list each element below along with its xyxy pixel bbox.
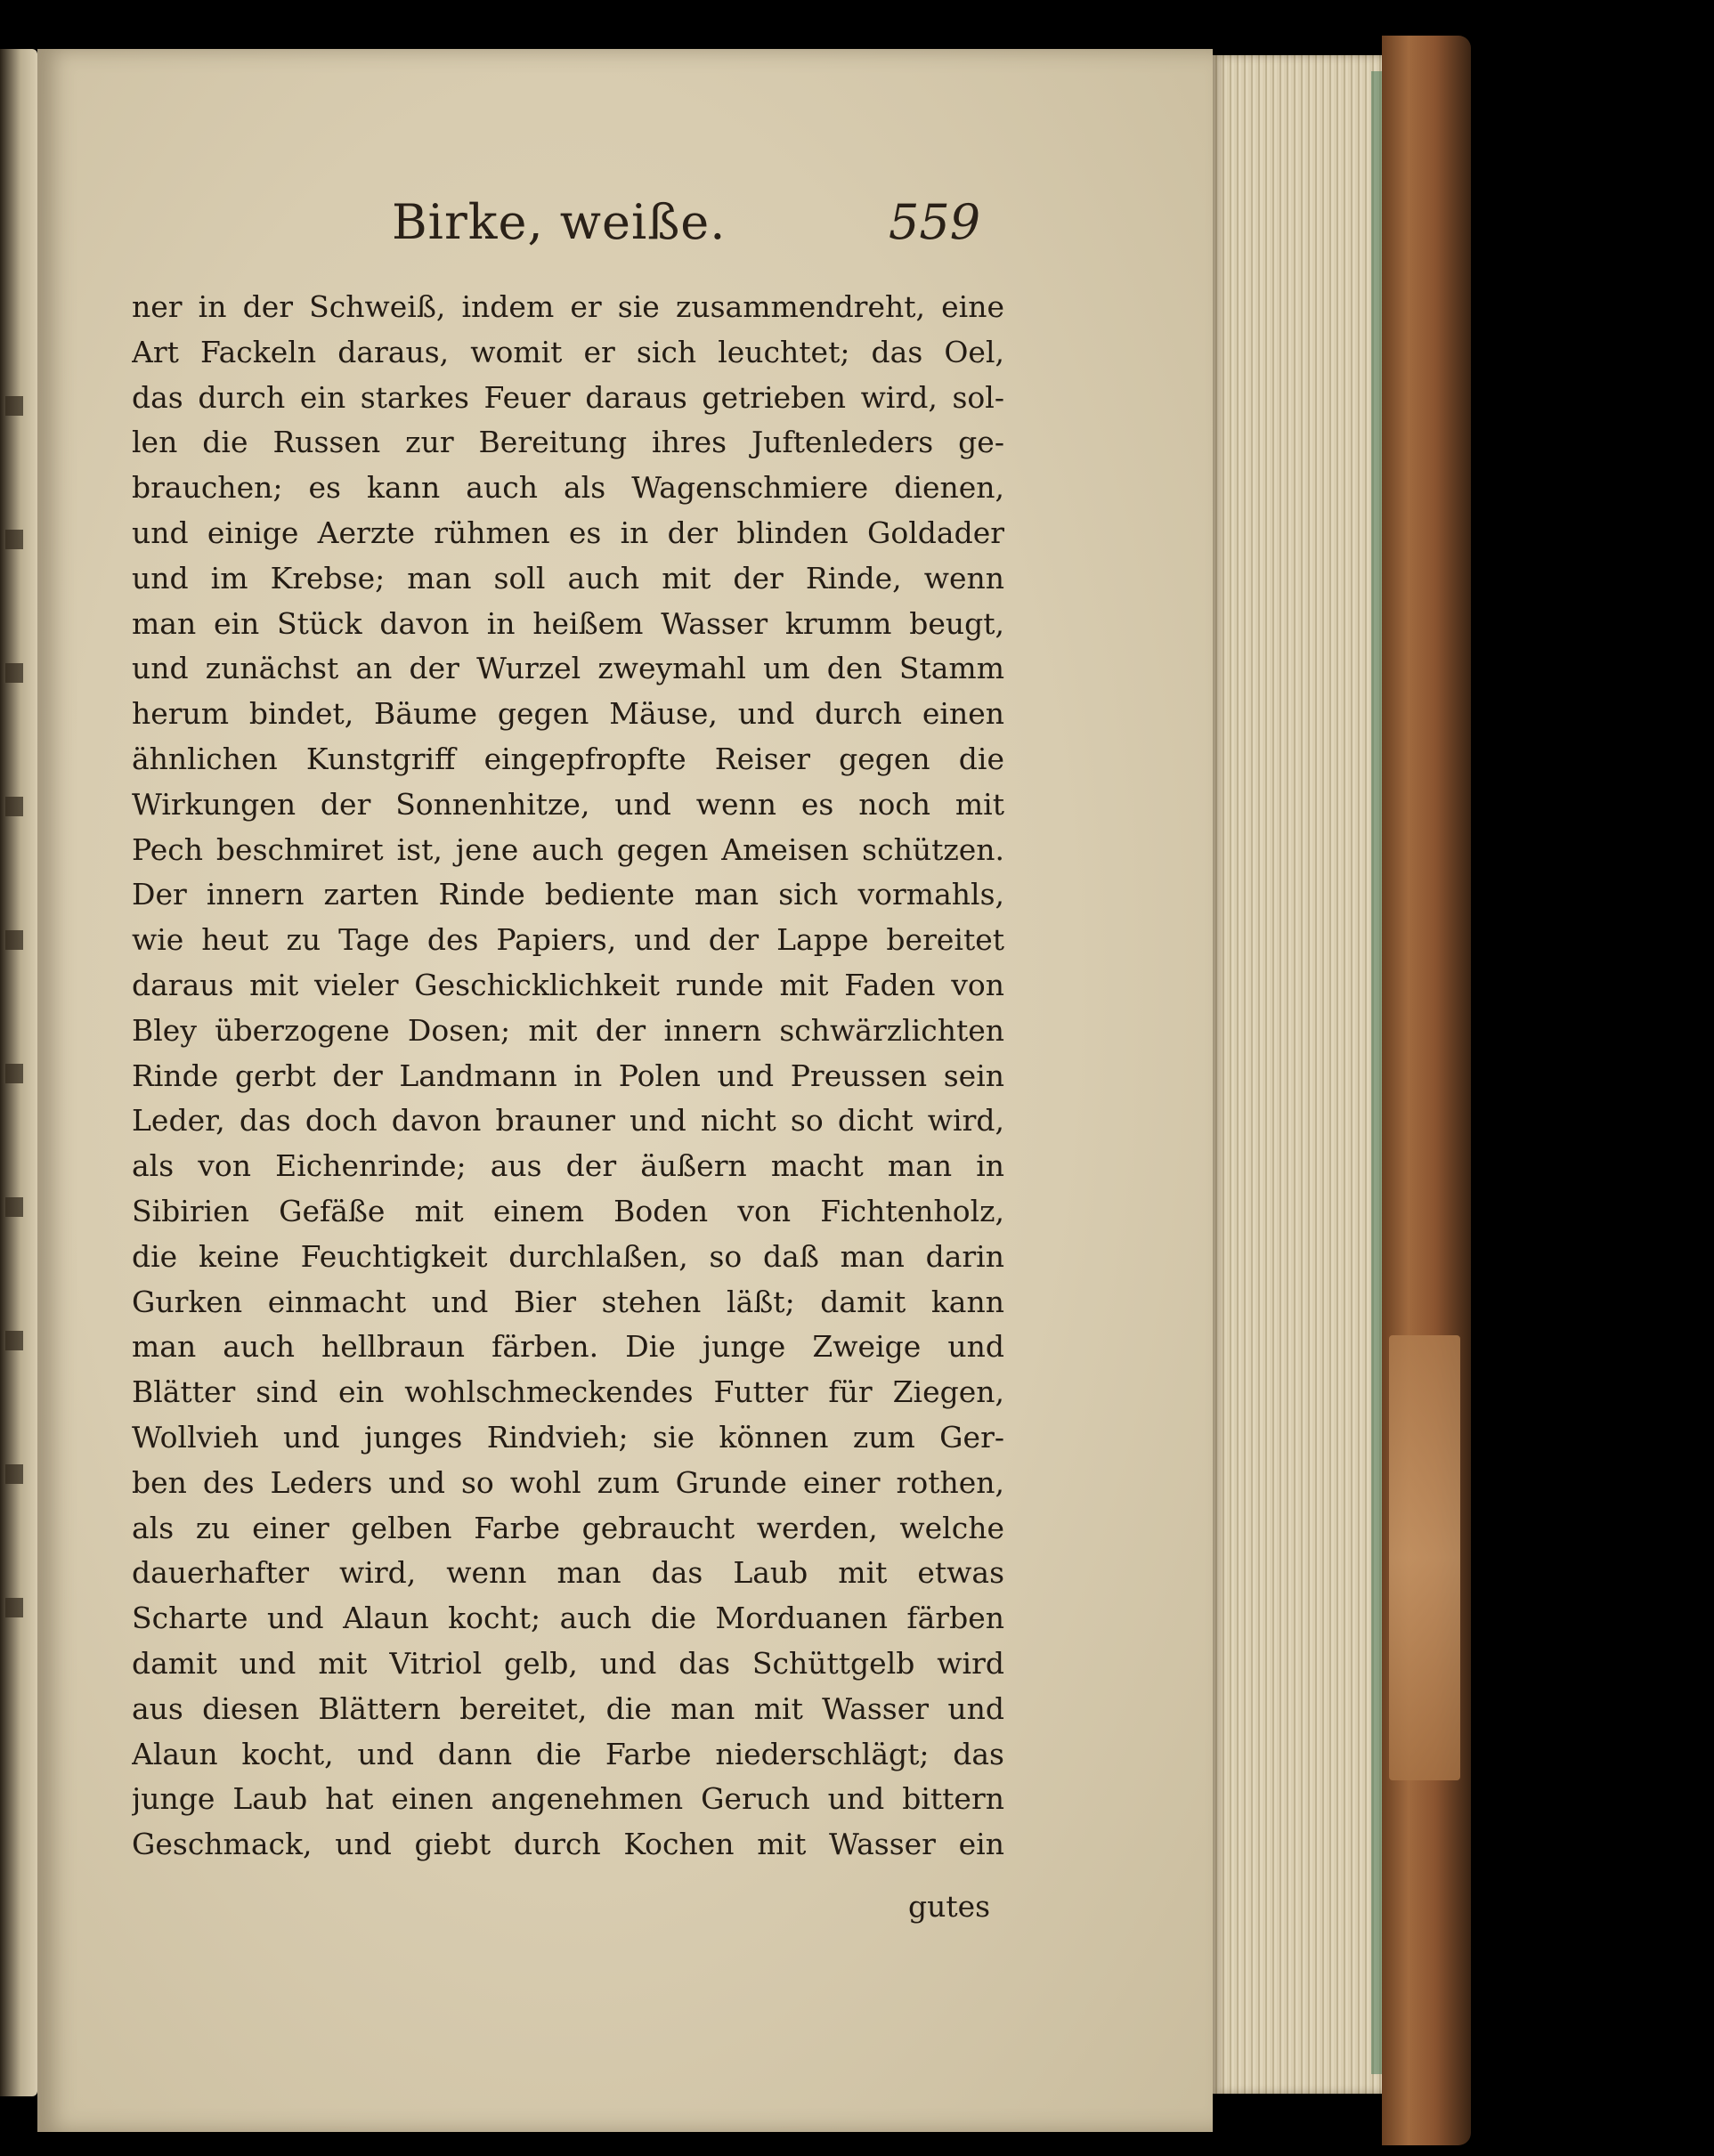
text-line: brauchen; es kann auch als Wagenschmiere dienen, <box>132 470 1004 506</box>
catchword: gutes <box>908 1889 991 1924</box>
text-line: len die Russen zur Bereitung ihres Juftenleders ge- <box>132 425 1004 460</box>
text-line: herum bindet, Bäume gegen Mäuse, und durch einen <box>132 696 1004 732</box>
text-line: junge Laub hat einen angenehmen Geruch und bittern <box>132 1781 1004 1817</box>
text-line: Leder, das doch davon brauner und nicht so dicht wird, <box>132 1103 1004 1139</box>
text-line: und einige Aerzte rühmen es in der blinden Goldader <box>132 515 1004 550</box>
text-line: Sibirien Gefäße mit einem Boden von Fichtenholz, <box>132 1193 1004 1228</box>
text-line: Bley überzogene Dosen; mit der innern schwärzlichten <box>132 1012 1004 1048</box>
text-line: man auch hellbraun färben. Die junge Zweige und <box>132 1329 1004 1365</box>
text-line: Blätter sind ein wohlschmeckendes Futter für Ziegen, <box>132 1374 1004 1410</box>
facing-page-text-fragments <box>5 316 23 1651</box>
body-text <box>132 285 1004 1868</box>
facing-page-edge <box>0 49 37 2096</box>
text-line: und im Krebse; man soll auch mit der Rinde, wenn <box>132 560 1004 596</box>
text-line: ner in der Schweiß, indem er sie zusammendreht, eine <box>132 289 1004 324</box>
text-line: aus diesen Blättern bereitet, die man mit Wasser und <box>132 1690 1004 1726</box>
text-line: Wirkungen der Sonnenhitze, und wenn es noch mit <box>132 786 1004 822</box>
text-line: Alaun kocht, und dann die Farbe niederschlägt; das <box>132 1736 1004 1771</box>
cover-worn-patch <box>1389 1335 1460 1780</box>
text-line: Rinde gerbt der Landmann in Polen und Preussen sein <box>132 1058 1004 1093</box>
text-line: Pech beschmiret ist, jene auch gegen Ameisen schützen. <box>132 831 1004 867</box>
text-line: Scharte und Alaun kocht; auch die Morduanen färben <box>132 1601 1004 1636</box>
text-line: dauerhafter wird, wenn man das Laub mit etwas <box>132 1555 1004 1591</box>
text-line: als von Eichenrinde; aus der äußern macht man in <box>132 1148 1004 1184</box>
text-line: ben des Leders und so wohl zum Grunde einer rothen, <box>132 1464 1004 1500</box>
text-line: das durch ein starkes Feuer daraus getrieben wird, sol- <box>132 379 1004 415</box>
text-line: Geschmack, und giebt durch Kochen mit Wasser ein <box>132 1827 1004 1862</box>
text-line: und zunächst an der Wurzel zweymahl um den Stamm <box>132 651 1004 686</box>
running-head: Birke, weiße. <box>392 194 727 250</box>
text-line: als zu einer gelben Farbe gebraucht werden, welche <box>132 1510 1004 1545</box>
text-line: Der innern zarten Rinde bediente man sich vormahls, <box>132 877 1004 912</box>
text-line: die keine Feuchtigkeit durchlaßen, so daß man darin <box>132 1238 1004 1274</box>
page-block-edges <box>1213 55 1382 2094</box>
text-line: damit und mit Vitriol gelb, und das Schüttgelb wird <box>132 1645 1004 1681</box>
text-line: man ein Stück davon in heißem Wasser krumm beugt, <box>132 605 1004 641</box>
text-line: wie heut zu Tage des Papiers, und der Lappe bereitet <box>132 922 1004 958</box>
page-number: 559 <box>889 194 981 250</box>
text-line: ähnlichen Kunstgriff eingepfropfte Reiser gegen die <box>132 741 1004 776</box>
text-line: Gurken einmacht und Bier stehen läßt; damit kann <box>132 1284 1004 1319</box>
text-line: Wollvieh und junges Rindvieh; sie können zum Ger- <box>132 1419 1004 1455</box>
leather-cover <box>1382 36 1471 2145</box>
text-line: Art Fackeln daraus, womit er sich leuchtet; das Oel, <box>132 334 1004 369</box>
text-line: daraus mit vieler Geschicklichkeit runde mit Faden von <box>132 967 1004 1002</box>
